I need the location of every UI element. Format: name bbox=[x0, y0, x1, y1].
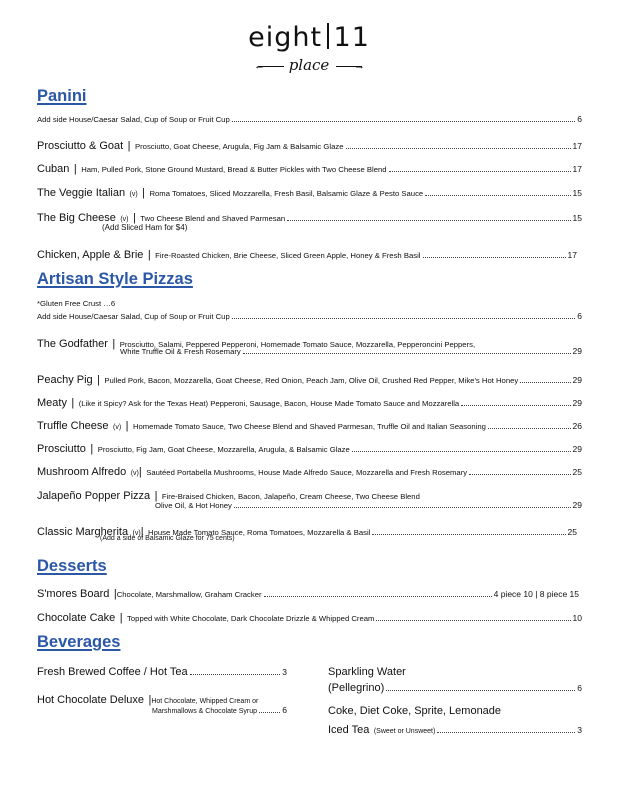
menu-text: (v) bbox=[129, 191, 138, 198]
menu-text: Homemade Tomato Sauce, Two Cheese Blend and Shaved Parmesan, Truffle Oil and Italian Seasoning bbox=[132, 422, 486, 431]
menu-item bbox=[37, 136, 582, 154]
menu-text: | bbox=[97, 374, 100, 386]
menu-item bbox=[37, 416, 582, 434]
logo-word-eleven: 11 bbox=[333, 22, 370, 53]
menu-text: 29 bbox=[572, 500, 582, 510]
menu-text: 6 bbox=[577, 311, 582, 321]
menu-item-side-pizza bbox=[37, 311, 582, 321]
menu-text: | bbox=[148, 694, 152, 706]
dot-leader bbox=[389, 171, 571, 172]
menu-text: 3 bbox=[282, 667, 287, 677]
menu-text: 17 bbox=[572, 141, 582, 151]
dot-leader bbox=[190, 674, 281, 675]
section-title-panini bbox=[37, 87, 87, 106]
menu-text: (Sweet or Unsweet) bbox=[373, 728, 436, 735]
logo-divider bbox=[327, 23, 329, 49]
menu-text: | bbox=[142, 187, 146, 199]
menu-item-side-panini bbox=[37, 114, 582, 124]
dot-leader bbox=[352, 451, 571, 452]
menu-text: 6 bbox=[577, 114, 582, 124]
menu-text: 6 bbox=[577, 683, 582, 693]
menu-text: 26 bbox=[572, 421, 582, 431]
menu-text: | bbox=[147, 249, 151, 261]
menu-text: | bbox=[90, 443, 94, 455]
section-title-pizzas bbox=[37, 270, 193, 289]
menu-text: Topped with White Chocolate, Dark Chocolate Drizzle & Whipped Cream bbox=[127, 614, 375, 623]
menu-text: Sautéed Portabella Mushrooms, House Made Alfredo Sauce, Mozzarella and Fresh Rosemary bbox=[146, 468, 468, 477]
menu-text: 17 bbox=[567, 250, 577, 260]
menu-text: 6 bbox=[282, 705, 287, 715]
dot-leader bbox=[437, 732, 575, 733]
dot-leader bbox=[346, 148, 571, 149]
dot-leader bbox=[372, 534, 565, 535]
dot-leader bbox=[264, 596, 492, 597]
section-title-beverages bbox=[37, 633, 120, 652]
menu-text: (v) bbox=[130, 470, 139, 477]
menu-text: | bbox=[112, 338, 116, 350]
menu-text: Chocolate Cake bbox=[37, 612, 116, 624]
dot-leader bbox=[376, 620, 570, 621]
menu-text: S'mores Board bbox=[37, 588, 110, 600]
menu-item-continued bbox=[155, 500, 582, 510]
menu-text: 25 bbox=[567, 527, 577, 537]
menu-text: Hot Chocolate, Whipped Cream or bbox=[151, 698, 259, 705]
menu-text: (v) bbox=[132, 530, 141, 537]
menu-text: 29 bbox=[572, 375, 582, 385]
menu-text: 15 bbox=[572, 213, 582, 223]
menu-item bbox=[37, 608, 582, 626]
menu-text: (Like it Spicy? Ask for the Texas Heat) Pepperoni, Sausage, Bacon, House Made Tomato Sauce and Mozzarella bbox=[78, 399, 460, 408]
gluten-free-note: *Gluten Free Crust …6 bbox=[37, 299, 116, 308]
logo-title bbox=[0, 22, 618, 53]
menu-text: 17 bbox=[572, 164, 582, 174]
menu-item bbox=[37, 439, 582, 457]
menu-text: Prosciutto, Salami, Peppered Pepperoni, Homemade Tomato Sauce, Mozzarella, Pepperoncini Peppers, bbox=[119, 340, 476, 349]
menu-text: Cuban bbox=[37, 163, 70, 175]
menu-text: 10 bbox=[572, 613, 582, 623]
menu-text: Roma Tomatoes, Sliced Mozzarella, Fresh Basil, Balsamic Glaze & Pesto Sauce bbox=[149, 189, 424, 198]
menu-item-continued bbox=[152, 705, 287, 715]
menu-text: Prosciutto bbox=[37, 443, 86, 455]
menu-text: Prosciutto, Goat Cheese, Arugula, Fig Jam & Balsamic Glaze bbox=[134, 142, 344, 151]
menu-text: Prosciutto & Goat bbox=[37, 140, 124, 152]
menu-text: Fresh Brewed Coffee / Hot Tea bbox=[37, 666, 188, 678]
menu-text: Truffle Cheese bbox=[37, 420, 109, 432]
menu-text: | bbox=[127, 140, 131, 152]
menu-text: Prosciutto, Fig Jam, Goat Cheese, Mozzarella, Arugula, & Balsamic Glaze bbox=[97, 445, 350, 454]
menu-text: | bbox=[132, 212, 136, 224]
menu-text: (Pellegrino) bbox=[328, 682, 385, 694]
dot-leader bbox=[232, 121, 576, 122]
menu-text: 15 bbox=[572, 188, 582, 198]
menu-text: Pulled Pork, Bacon, Mozzarella, Goat Cheese, Red Onion, Peach Jam, Olive Oil, Crushed Red Pepper, Mike's Hot Honey bbox=[104, 376, 519, 385]
menu-item: Sparkling Water bbox=[328, 666, 406, 678]
section-title-text: Beverages bbox=[37, 633, 121, 651]
logo-word-eight: eight bbox=[248, 22, 323, 53]
menu-text: Meaty bbox=[37, 397, 67, 409]
menu-text: White Truffle Oil & Fresh Rosemary bbox=[120, 347, 241, 356]
item-note: (Add a side of Balsamic Glaze for 75 cents) bbox=[100, 535, 235, 542]
menu-text: | bbox=[138, 466, 142, 478]
menu-item bbox=[37, 462, 582, 480]
menu-item-continued bbox=[328, 720, 582, 738]
menu-item: Coke, Diet Coke, Sprite, Lemonade bbox=[328, 705, 502, 717]
menu-item bbox=[37, 183, 582, 201]
menu-text: 25 bbox=[572, 467, 582, 477]
menu-text: 29 bbox=[572, 398, 582, 408]
dot-leader bbox=[259, 712, 280, 713]
menu-text: | bbox=[140, 526, 144, 538]
menu-item bbox=[37, 393, 582, 411]
dot-leader bbox=[287, 220, 570, 221]
dot-leader bbox=[461, 405, 570, 406]
dot-leader bbox=[234, 507, 571, 508]
menu-text: | bbox=[71, 397, 75, 409]
section-title-text: Desserts bbox=[37, 557, 107, 575]
menu-text: Add side House/Caesar Salad, Cup of Soup or Fruit Cup bbox=[37, 115, 230, 124]
menu-item bbox=[37, 370, 582, 388]
item-note: (Add Sliced Ham for $4) bbox=[102, 223, 188, 232]
menu-text: | bbox=[125, 420, 129, 432]
dot-leader bbox=[520, 382, 570, 383]
dot-leader bbox=[232, 318, 576, 319]
dot-leader bbox=[469, 474, 570, 475]
menu-text: 29 bbox=[572, 346, 582, 356]
dot-leader bbox=[386, 690, 575, 691]
dot-leader bbox=[488, 428, 571, 429]
menu-text: Marshmallows & Chocolate Syrup bbox=[152, 708, 258, 715]
menu-text: 3 bbox=[577, 725, 582, 735]
menu-item bbox=[37, 584, 579, 602]
menu-text: Chicken, Apple & Brie bbox=[37, 249, 144, 261]
menu-text: The Big Cheese bbox=[37, 212, 116, 224]
menu-text: Mushroom Alfredo bbox=[37, 466, 127, 478]
dot-leader bbox=[425, 195, 570, 196]
dot-leader bbox=[243, 353, 571, 354]
dot-leader bbox=[423, 257, 566, 258]
menu-text: (v) bbox=[120, 216, 129, 223]
menu-text: | bbox=[154, 490, 158, 502]
menu-text: Two Cheese Blend and Shaved Parmesan bbox=[140, 214, 286, 223]
menu-text: Iced Tea bbox=[328, 724, 370, 736]
menu-text: Ham, Pulled Pork, Stone Ground Mustard, Bread & Butter Pickles with Two Cheese Blend bbox=[81, 165, 387, 174]
section-title-text: Artisan Style Pizzas bbox=[37, 270, 193, 288]
menu-item bbox=[37, 159, 582, 177]
menu-text: | bbox=[119, 612, 123, 624]
menu-text: | bbox=[113, 588, 117, 600]
menu-item bbox=[37, 245, 577, 263]
menu-text: Hot Chocolate Deluxe bbox=[37, 694, 145, 706]
logo-subtitle: place bbox=[288, 56, 330, 74]
menu-text: The Godfather bbox=[37, 338, 108, 350]
menu-text: | bbox=[73, 163, 77, 175]
menu-text: 4 piece 10 | 8 piece 15 bbox=[493, 589, 579, 599]
menu-text: Peachy Pig bbox=[37, 374, 93, 386]
menu-text: Jalapeño Popper Pizza bbox=[37, 490, 151, 502]
menu-text: Olive Oil, & Hot Honey bbox=[155, 501, 232, 510]
menu-item-continued bbox=[120, 346, 582, 356]
menu-text: Chocolate, Marshmallow, Graham Cracker bbox=[116, 590, 262, 599]
left-arrow-icon: ← bbox=[254, 60, 265, 72]
menu-item-continued bbox=[328, 682, 582, 694]
right-arrow-icon: → bbox=[354, 60, 365, 72]
menu-text: The Veggie Italian bbox=[37, 187, 126, 199]
menu-text: 29 bbox=[572, 444, 582, 454]
section-title-text: Panini bbox=[37, 87, 87, 105]
menu-text: Add side House/Caesar Salad, Cup of Soup or Fruit Cup bbox=[37, 312, 230, 321]
section-title-desserts bbox=[37, 557, 107, 576]
menu-item bbox=[37, 666, 287, 678]
menu-text: Fire-Braised Chicken, Bacon, Jalapeño, Cream Cheese, Two Cheese Blend bbox=[161, 492, 420, 501]
menu-text: Classic Margherita bbox=[37, 526, 129, 538]
menu-text: House Made Tomato Sauce, Roma Tomatoes, Mozzarella & Basil bbox=[148, 528, 371, 537]
menu-text: Fire-Roasted Chicken, Brie Cheese, Sliced Green Apple, Honey & Fresh Basil bbox=[155, 251, 421, 260]
menu-text: (v) bbox=[113, 424, 122, 431]
